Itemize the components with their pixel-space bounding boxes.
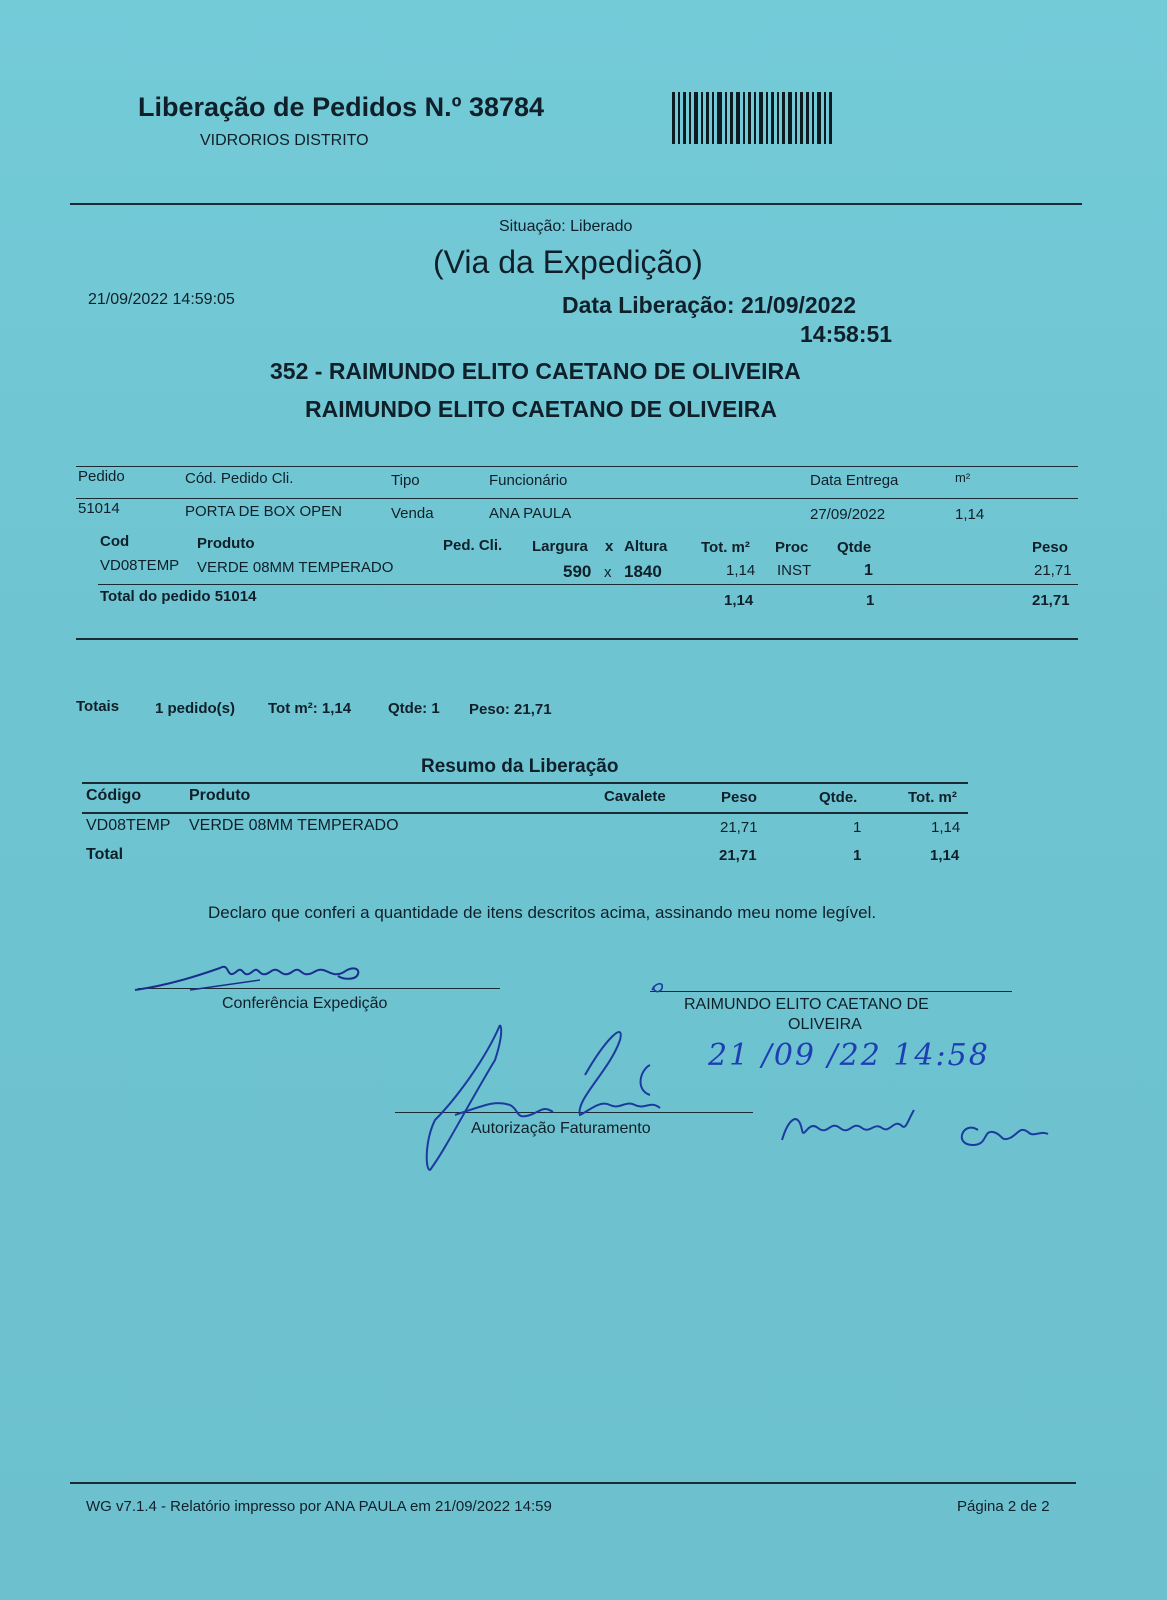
- totals-pedidos: 1 pedido(s): [155, 700, 236, 717]
- order-total-peso: 21,71: [1032, 592, 1070, 609]
- via-label: (Via da Expedição): [433, 244, 703, 280]
- item-header-ped-cli: Ped. Cli.: [443, 537, 503, 554]
- conferencia-signature: [130, 950, 370, 995]
- summary-header-codigo: Código: [86, 787, 142, 804]
- footer-report-info: WG v7.1.4 - Relatório impresso por ANA PAULA em 21/09/2022 14:59: [86, 1498, 552, 1515]
- order-cod-pedido-cli: PORTA DE BOX OPEN: [185, 503, 342, 520]
- table-top-rule: [76, 466, 1078, 467]
- autorizacao-signature: [425, 1020, 685, 1180]
- order-tipo: Venda: [391, 505, 434, 522]
- order-data-entrega: 27/09/2022: [810, 506, 886, 523]
- release-date: Data Liberação: 21/09/2022: [562, 292, 857, 318]
- barcode: [672, 92, 835, 144]
- order-total-label: Total do pedido 51014: [100, 588, 257, 605]
- handwritten-date: 21 /09 /22 14:58: [708, 1038, 990, 1073]
- client-signature-name-2: OLIVEIRA: [788, 1016, 862, 1033]
- summary-produto: VERDE 08MM TEMPERADO: [189, 817, 399, 834]
- summary-peso: 21,71: [720, 819, 758, 836]
- col-header-data-entrega: Data Entrega: [810, 472, 899, 489]
- client-signature-name-1: RAIMUNDO ELITO CAETANO DE: [684, 996, 929, 1013]
- order-funcionario: ANA PAULA: [489, 505, 572, 522]
- item-header-tot-m2: Tot. m²: [701, 539, 750, 556]
- totals-tot-m2: Tot m²: 1,14: [268, 700, 352, 717]
- item-qtde: 1: [864, 562, 873, 579]
- summary-header-peso: Peso: [721, 789, 757, 806]
- item-header-proc: Proc: [775, 539, 809, 556]
- item-produto: VERDE 08MM TEMPERADO: [197, 559, 394, 576]
- summary-title: Resumo da Liberação: [421, 756, 619, 777]
- col-header-cod-pedido-cli: Cód. Pedido Cli.: [185, 470, 294, 487]
- item-header-produto: Produto: [197, 535, 255, 552]
- totals-peso: Peso: 21,71: [469, 701, 552, 718]
- summary-tot-m2: 1,14: [931, 819, 961, 836]
- summary-codigo: VD08TEMP: [86, 817, 171, 834]
- header-rule: [76, 498, 1078, 499]
- client-handwritten-signature: [778, 1100, 1078, 1160]
- item-largura: 590: [563, 562, 592, 581]
- item-peso: 21,71: [1034, 562, 1072, 579]
- item-x: x: [604, 564, 612, 581]
- release-time: 14:58:51: [800, 321, 893, 347]
- summary-header-produto: Produto: [189, 787, 251, 804]
- item-header-largura: Largura: [532, 538, 588, 555]
- item-total-rule: [98, 584, 1078, 585]
- order-total-qtde: 1: [866, 592, 875, 609]
- order-pedido: 51014: [78, 500, 120, 517]
- summary-header-rule: [82, 812, 968, 814]
- situation-status: Situação: Liberado: [499, 218, 633, 235]
- totals-label: Totais: [76, 698, 120, 715]
- company-name: VIDRORIOS DISTRITO: [200, 132, 369, 149]
- client-line-1: 352 - RAIMUNDO ELITO CAETANO DE OLIVEIRA: [270, 358, 801, 384]
- order-total-m2: 1,14: [724, 592, 754, 609]
- conferencia-label: Conferência Expedição: [222, 995, 388, 1012]
- item-cod: VD08TEMP: [100, 557, 180, 574]
- summary-total-tot-m2: 1,14: [930, 847, 960, 864]
- item-header-x: x: [605, 538, 614, 555]
- document-title: Liberação de Pedidos N.º 38784: [138, 92, 545, 122]
- summary-total-qtde: 1: [853, 847, 862, 864]
- summary-header-tot-m2: Tot. m²: [908, 789, 957, 806]
- item-header-altura: Altura: [624, 538, 668, 555]
- client-line-2: RAIMUNDO ELITO CAETANO DE OLIVEIRA: [305, 396, 777, 422]
- declaration-text: Declaro que conferi a quantidade de itens descritos acima, assinando meu nome legível.: [208, 903, 877, 922]
- summary-total-label: Total: [86, 846, 124, 863]
- col-header-tipo: Tipo: [391, 472, 420, 489]
- col-header-m2: m²: [955, 470, 971, 485]
- print-datetime: 21/09/2022 14:59:05: [88, 291, 235, 308]
- summary-top-rule: [82, 782, 968, 784]
- divider: [70, 203, 1082, 205]
- footer-rule: [70, 1482, 1076, 1484]
- item-altura: 1840: [624, 562, 662, 581]
- item-tot-m2: 1,14: [726, 562, 756, 579]
- totals-qtde: Qtde: 1: [388, 700, 440, 717]
- signature-line-client: [650, 991, 1012, 992]
- col-header-pedido: Pedido: [78, 468, 125, 485]
- footer-page-number: Página 2 de 2: [957, 1498, 1050, 1515]
- item-header-peso: Peso: [1032, 539, 1068, 556]
- summary-total-peso: 21,71: [719, 847, 757, 864]
- item-header-cod: Cod: [100, 533, 130, 550]
- summary-header-qtde: Qtde.: [819, 789, 858, 806]
- summary-header-cavalete: Cavalete: [604, 788, 666, 805]
- order-m2: 1,14: [955, 506, 985, 523]
- col-header-funcionario: Funcionário: [489, 472, 568, 489]
- item-header-qtde: Qtde: [837, 539, 872, 556]
- item-proc: INST: [777, 562, 812, 579]
- client-signature-mark: [648, 978, 678, 996]
- table-bottom-rule: [76, 638, 1078, 640]
- autorizacao-label: Autorização Faturamento: [471, 1120, 651, 1137]
- summary-qtde: 1: [853, 819, 862, 836]
